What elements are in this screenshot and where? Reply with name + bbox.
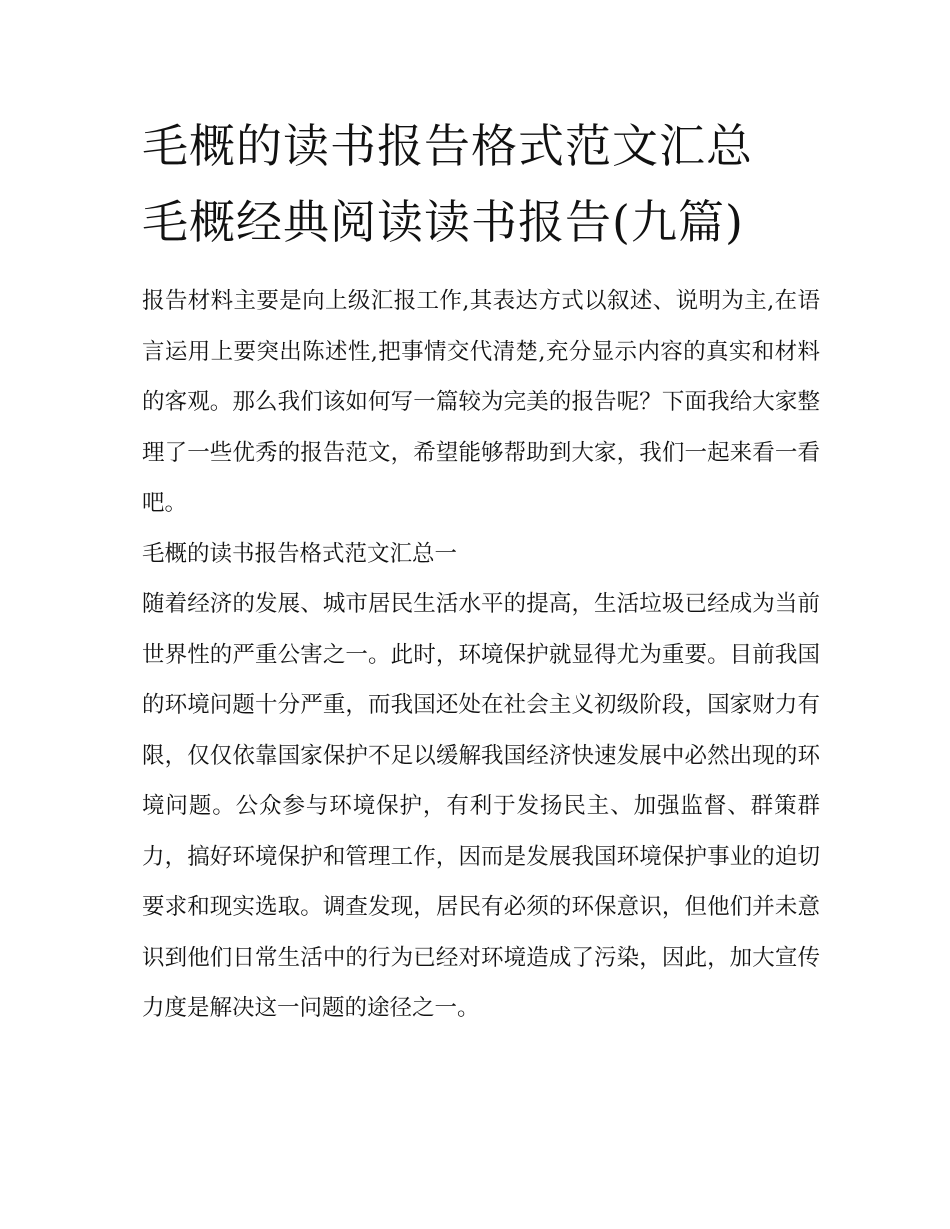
section-heading: 毛概的读书报告格式范文汇总一 [142,540,458,567]
document-title [142,108,820,260]
section-body-paragraph: 随着经济的发展、城市居民生活水平的提高，生活垃圾已经成为当前世界性的严重公害之一。此时，环境保护就显得尤为重要。目前我国的环境问题十分严重，而我国还处在社会主义初级阶段，国家财力有限，仅仅依靠国家保护不足以缓解我国经济快速发展中必然出现的环境问题。公众参与环境保护，有利于发扬民主、加强监督、群策群力，搞好环境保护和管理工作，因而是发展我国环境保护事业的迫切要求和现实选取。调查发现，居民有必须的环保意识，但他们并未意识到他们日常生活中的行为已经对环境造成了污染，因此，加大宣传力度是解决这一问题的途径之一。 [142,591,820,1021]
intro-paragraph: 报告材料主要是向上级汇报工作,其表达方式以叙述、说明为主,在语言运用上要突出陈述性,把事情交代清楚,充分显示内容的真实和材料的客观。那么我们该如何写一篇较为完美的报告呢？下面我给大家整理了一些优秀的报告范文，希望能够帮助到大家，我们一起来看一看吧。 [142,288,820,516]
title-line-1: 毛概的读书报告格式范文汇总 [142,119,753,173]
title-line-2: 毛概经典阅读读书报告(九篇) [142,195,744,249]
